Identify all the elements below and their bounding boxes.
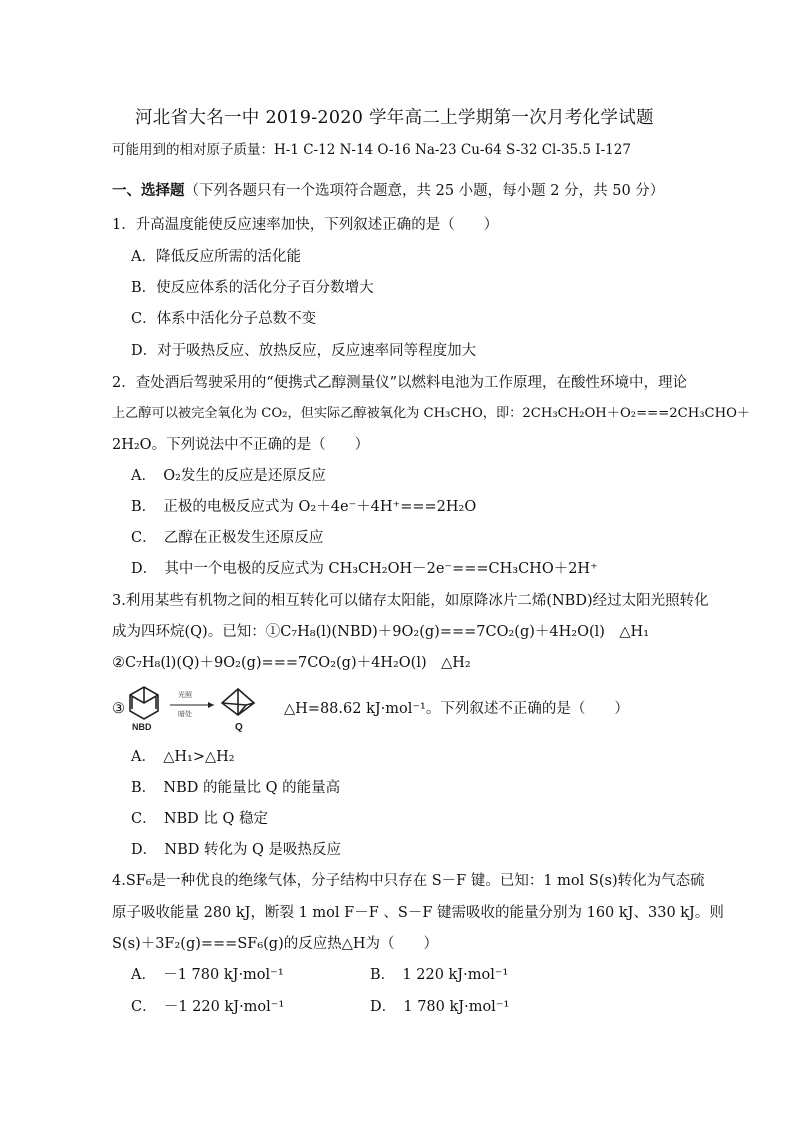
section-note: （下列各题只有一个选项符合题意，共 25 小题，每小题 2 分，共 50 分） [184,183,665,199]
q4-option-b: B． 1 220 kJ·mol⁻¹ [370,967,509,983]
q3-line4: △H=88.62 kJ·mol⁻¹。下列叙述不正确的是（ ） [284,701,629,717]
q1-stem: 1．升高温度能使反应速率加快，下列叙述正确的是（ ） [112,217,499,233]
atomic-masses: 可能用到的相对原子质量：H-1 C-12 N-14 O-16 Na-23 Cu-64 S-32 Cl-35.5 I-127 [112,142,631,158]
q4-line2: 原子吸收能量 280 kJ，断裂 1 mol F－F 、S－F 键需吸收的能量分别为 160 kJ、330 kJ。则 [112,905,724,921]
arrow-top-label: 光照 [178,691,192,699]
q3-line2: 成为四环烷(Q)。已知：①C₇H₈(l)(NBD)＋9O₂(g)===7CO₂(g)＋4H₂O(l) △H₁ [112,624,650,640]
q2-option-d: D． 其中一个电极的反应式为 CH₃CH₂OH－2e⁻===CH₃CHO＋2H⁺ [131,561,598,577]
q3-option-d: D． NBD 转化为 Q 是吸热反应 [131,842,342,858]
q2-line1: 2．查处酒后驾驶采用的“便携式乙醇测量仪”以燃料电池为工作原理，在酸性环境中，理论 [112,375,688,391]
q2-option-c: C． 乙醇在正极发生还原反应 [131,530,324,546]
q2-line2: 上乙醇可以被完全氧化为 CO₂，但实际乙醇被氧化为 CH₃CHO，即：2CH₃CH₂OH＋O₂===2CH₃CHO＋ [112,406,751,421]
section-heading [112,181,664,201]
q4-option-d: D． 1 780 kJ·mol⁻¹ [370,999,510,1015]
q3-line4-prefix: ③ [112,701,125,717]
section-title: 一、选择题 [112,182,185,199]
q4-line1: 4.SF₆是一种优良的绝缘气体，分子结构中只存在 S－F 键。已知：1 mol S(s)转化为气态硫 [112,873,705,889]
nbd-label: NBD [132,722,152,732]
q3-option-c: C． NBD 比 Q 稳定 [131,811,269,827]
q-label: Q [235,722,243,733]
q4-option-a: A． －1 780 kJ·mol⁻¹ [131,967,284,983]
q2-line3: 2H₂O。下列说法中不正确的是（ ） [112,437,370,453]
nbd-to-q-structure-figure [112,683,272,733]
q4-line3: S(s)＋3F₂(g)===SF₆(g)的反应热△H为（ ） [112,936,439,952]
q1-option-b: B．使反应体系的活化分子百分数增大 [131,280,374,296]
q3-line3: ②C₇H₈(l)(Q)＋9O₂(g)===7CO₂(g)＋4H₂O(l) △H₂ [112,655,471,671]
page-title: 河北省大名一中 2019-2020 学年高二上学期第一次月考化学试题 [135,108,654,128]
q1-option-d: D．对于吸热反应、放热反应，反应速率同等程度加大 [131,343,477,359]
q3-option-a: A． △H₁>△H₂ [131,749,235,765]
arrow-bottom-label: 暗处 [178,710,192,718]
q3-option-b: B． NBD 的能量比 Q 的能量高 [131,780,341,796]
arrow-head-icon [208,702,214,708]
q4-option-c: C． －1 220 kJ·mol⁻¹ [131,999,285,1015]
q1-option-c: C．体系中活化分子总数不变 [131,311,317,327]
q3-line1: 3.利用某些有机物之间的相互转化可以储存太阳能，如原降冰片二烯(NBD)经过太阳光照转化 [112,593,709,609]
q2-option-b: B． 正极的电极反应式为 O₂＋4e⁻＋4H⁺===2H₂O [131,499,477,515]
q1-option-a: A．降低反应所需的活化能 [131,249,301,265]
q-structure [222,689,254,715]
q2-option-a: A． O₂发生的反应是还原反应 [131,468,326,484]
nbd-structure [130,687,158,719]
